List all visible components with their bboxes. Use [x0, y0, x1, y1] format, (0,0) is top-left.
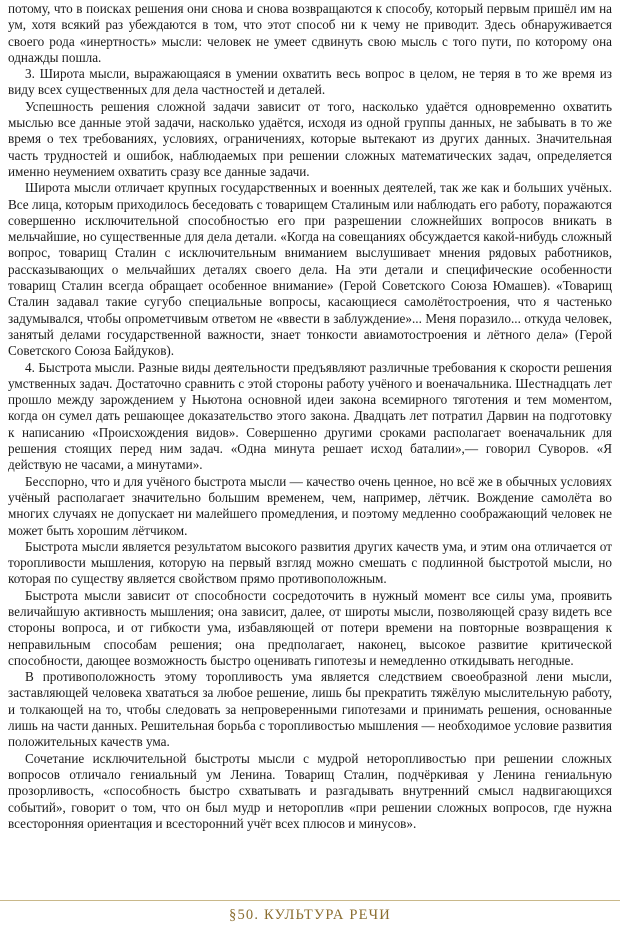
section-heading: §50. КУЛЬТУРА РЕЧИ — [229, 907, 391, 923]
paragraph-speed-pilot: Бесспорно, что и для учёного быстрота мысли — качество очень ценное, но всё же в обычных условиях учёный располагает значительно большим временем, чем, например, лётчик. Вождение самолёта во многих случаях не допускает ни малейшего промедления, и поэтому медленно соображающий человек не может быть хорошим лётчиком. — [8, 473, 612, 538]
paragraph-speed-definition: 4. Быстрота мысли. Разные виды деятельности предъявляют различные требования к скорости решения умственных задач. Достаточно сравнить с этой стороны работу учёного и военачальника. Шестнадцать лет прошло между зарождением у Ньютона основной идеи закона всемирного тяготения и тем моментом, когда он сумел дать решающее доказательство этого закона. Двадцать лет потратил Дарвин на подготовку к написанию «Происхождения видов». Совершенно другими сроками располагает военачальник для решения стоящих перед ним задач. «Одна минута решает исход баталии»,— говорил Суворов. «Я действую не часами, а минутами». — [8, 359, 612, 473]
paragraph-complex-task: Успешность решения сложной задачи зависит от того, насколько удаётся одновременно охватить мыслью все данные этой задачи, насколько удаётся, исходя из одной группы данных, не забывать в то же время о тех требованиях, условиях, ограничениях, которые вытекают из других данных. Значительная часть трудностей и ошибок, наблюдаемых при решении сложных математических задач, определяется именно неумением охватить сразу все данные задачи. — [8, 98, 612, 179]
paragraph-continuation: потому, что в поисках решения они снова и снова возвращаются к способу, который первым пришёл им на ум, хотя всякий раз убеждаются в том, что этот способ ни к чему не приводит. Здесь обнаруживается своего рода «инертность» мысли: человек не умеет сдвинуть свою мысль с того пути, по которому она однажды пошла. — [8, 1, 612, 65]
paragraph-haste: В противоположность этому торопливость ума является следствием своеобразной лени мысли, заставляющей человека хвататься за любое решение, лишь бы прекратить тяжёлую мыслительную работу, и толкающей на то, чтобы следовать за непроверенными гипотезами и принимать решения, основанные лишь на части данных. Решительная борьба с торопливостью мышления — необходимое условие развития положительных качеств ума. — [8, 669, 612, 750]
paragraph-lenin: Сочетание исключительной быстроты мысли с мудрой неторопливостью при решении сложных вопросов отличало гениальный ум Ленина. Товарищ Сталин, подчёркивая у Ленина гениальную прозорливость, «способность быстро схватывать и разгадывать внутренний смысл надвигающихся событий», говорит о том, что он был мудр и нетороплив «при решении сложных вопросов, где нужна всесторонняя ориентация и всесторонний учёт всех плюсов и минусов». — [8, 750, 612, 831]
paragraph-breadth-definition: 3. Широта мысли, выражающаяся в умении охватить весь вопрос в целом, не теряя в то же время из виду всех существенных для дела частностей и деталей. — [8, 66, 612, 98]
paragraph-speed-conditions: Быстрота мысли зависит от способности сосредоточить в нужный момент все силы ума, проявить величайшую активность мышления; она зависит, далее, от широты мысли, позволяющей сразу видеть все стороны вопроса, и от гибкости ума, избавляющей от потери времени на повторные возвращения к неправильным способам решения; она предполагает, наконец, высокое развитие критической способности, дающее возможность быстро оценивать гипотезы и немедленно откидывать негодные. — [8, 587, 612, 668]
section-divider — [0, 900, 620, 901]
paragraph-breadth-leaders: Широта мысли отличает крупных государственных и военных деятелей, так же как и больших учёных. Все лица, которым приходилось беседовать с товарищем Сталиным или наблюдать его работу, поражаются совершенно исключительной способностью его при разрешении сложнейших вопросов вникать в мельчайшие, но существенные для дела детали. «Когда на совещаниях обсуждается какой-нибудь сложный вопрос, товарищ Сталин с исключительным вниманием выслушивает мнения рядовых работников, рассказывающих о мельчайших деталях своего дела. На эти детали и специфические особенности товарищ Сталин всегда обращает особенное внимание» (Герой Советского Союза Юмашев). «Товарищ Сталин задавал такие сугубо специальные вопросы, касающиеся самолётостроения, что я частенько задумывался, чтобы опрометчивым ответом не «ввести в заблуждение»... Меня поразило... откуда человек, занятый делами государственной важности, знает тонкости авиамотостроения и лётного дела» (Герой Советского Союза Байдуков). — [8, 180, 612, 359]
paragraph-speed-vs-haste: Быстрота мысли является результатом высокого развития других качеств ума, и этим она отличается от торопливости мышления, которую на первый взгляд можно смешать с подлинной быстротой мысли, но которая по существу является свойством прямо противоположным. — [8, 538, 612, 587]
page-body — [8, 1, 612, 832]
